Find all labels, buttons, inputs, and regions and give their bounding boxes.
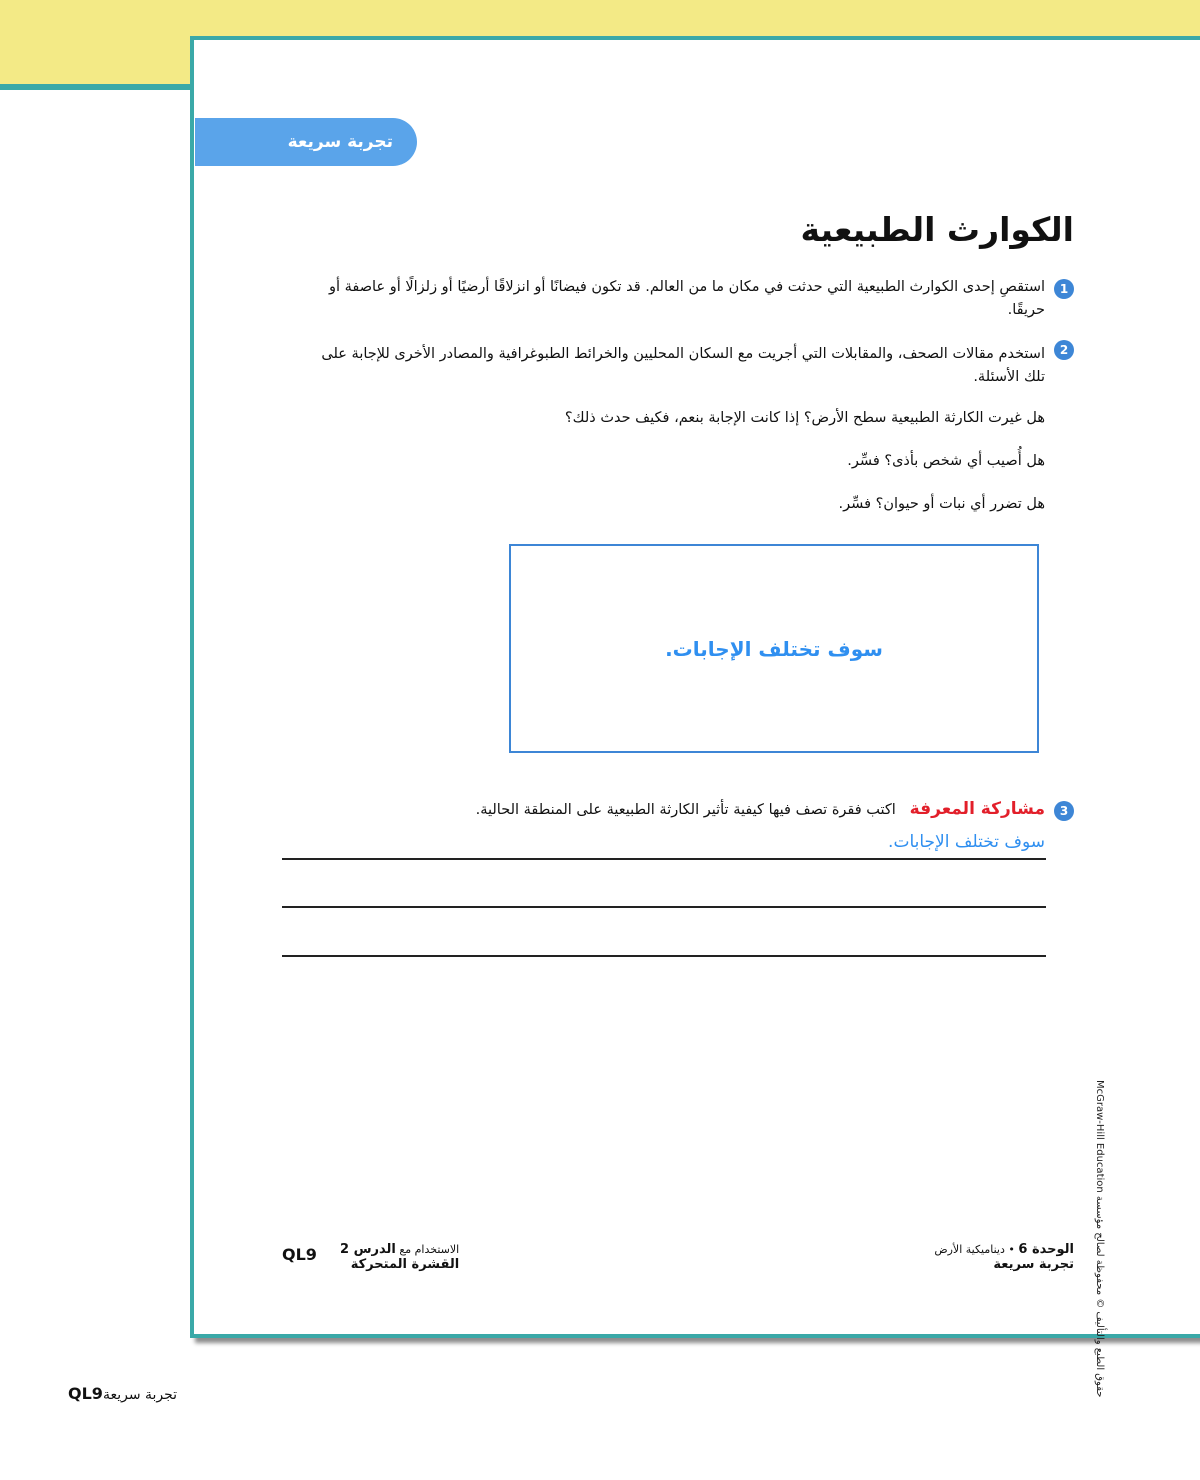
step-2-text: استخدم مقالات الصحف، والمقابلات التي أجريت مع السكان المحليين والخرائط الطبوغرافية والمصادر الأخرى للإجابة على تلك الأسئلة. [321, 346, 1045, 385]
question-1: هل غيرت الكارثة الطبيعية سطح الأرض؟ إذا كانت الإجابة بنعم، فكيف حدث ذلك؟ [564, 410, 1045, 426]
question-2: هل أُصيب أي شخص بأذى؟ فسِّر. [847, 453, 1045, 469]
unit-name: ديناميكية الأرض [934, 1243, 1005, 1256]
question-3: هل تضرر أي نبات أو حيوان؟ فسِّر. [838, 496, 1045, 512]
lesson-name: القشرة المتحركة [350, 1257, 460, 1272]
writing-line[interactable] [282, 906, 1046, 908]
unit-label: الوحدة 6 [1018, 1242, 1074, 1257]
copyright-credit: McGraw-Hill Education حقوق الطبع والتأليف © محفوظة لصالح مؤسسة [1094, 1080, 1105, 1398]
writing-line[interactable] [282, 858, 1046, 860]
answer-box-text: سوف تختلف الإجابات. [665, 636, 883, 661]
lesson-label: الدرس 2 [340, 1242, 396, 1257]
use-with: الاستخدام مع [399, 1243, 460, 1256]
writing-line[interactable] [282, 955, 1046, 957]
page-title: الكوارث الطبيعية [800, 210, 1074, 249]
footer-code: QL9 [282, 1245, 317, 1264]
section-tag [195, 118, 417, 166]
step-3-answer: سوف تختلف الإجابات. [888, 832, 1045, 852]
step-3-instruction: اكتب فقرة تصف فيها كيفية تأثير الكارثة الطبيعية على المنطقة الحالية. [475, 802, 896, 818]
step-2-badge: 2 [1054, 340, 1074, 360]
section-tag-label: تجربة سريعة [287, 132, 393, 152]
teal-strip [0, 84, 192, 90]
page-footer [60, 1384, 177, 1403]
step-1-text: استقصِ إحدى الكوارث الطبيعية التي حدثت في مكان ما من العالم. قد تكون فيضانًا أو انزلاقًا أرضيًا أو زلزالًا أو عاصفة أو حريقًا. [328, 279, 1045, 318]
step-3-badge: 3 [1054, 801, 1074, 821]
footer-lesson [340, 1242, 459, 1272]
page-footer-label: تجربة سريعة [102, 1387, 178, 1403]
step-1-badge: 1 [1054, 279, 1074, 299]
footer-section: تجربة سريعة [993, 1257, 1074, 1272]
share-knowledge-label: مشاركة المعرفة [909, 799, 1045, 819]
page-code: QL9 [68, 1384, 103, 1403]
step-3-text [476, 799, 1045, 819]
answer-box[interactable] [509, 544, 1039, 753]
footer-unit: الوحدة 6 • ديناميكية الأرض تجربة سريعة [934, 1242, 1074, 1272]
